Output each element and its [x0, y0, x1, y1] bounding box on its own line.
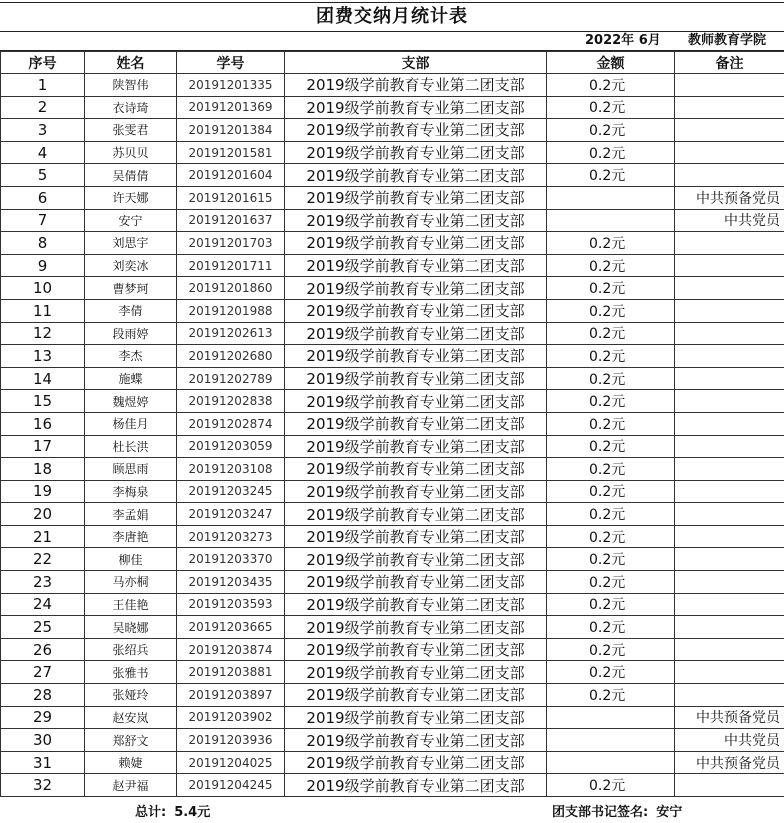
row-no: 22	[1, 548, 85, 571]
row-student-id: 20191203902	[177, 706, 285, 729]
row-branch: 2019级学前教育专业第二团支部	[285, 503, 547, 526]
row-student-id: 20191201384	[177, 119, 285, 142]
row-no: 6	[1, 186, 85, 209]
row-note	[675, 232, 784, 255]
header-amount: 金额	[547, 52, 675, 74]
row-name: 张雅书	[85, 661, 177, 684]
row-no: 15	[1, 390, 85, 413]
row-no: 27	[1, 661, 85, 684]
row-no: 4	[1, 141, 85, 164]
row-amount: 0.2元	[547, 661, 675, 684]
table-row	[1, 503, 784, 526]
row-no: 29	[1, 706, 85, 729]
row-name: 赵尹福	[85, 774, 177, 797]
row-note	[675, 661, 784, 684]
row-branch: 2019级学前教育专业第二团支部	[285, 322, 547, 345]
table-row	[1, 390, 784, 413]
row-branch: 2019级学前教育专业第二团支部	[285, 412, 547, 435]
table-row	[1, 661, 784, 684]
row-name: 安宁	[85, 209, 177, 232]
row-note	[675, 435, 784, 458]
row-branch: 2019级学前教育专业第二团支部	[285, 751, 547, 774]
row-note	[675, 96, 784, 119]
row-amount: 0.2元	[547, 141, 675, 164]
row-amount: 0.2元	[547, 593, 675, 616]
row-no: 20	[1, 503, 85, 526]
table-row	[1, 277, 784, 300]
row-branch: 2019级学前教育专业第二团支部	[285, 638, 547, 661]
row-student-id: 20191203874	[177, 638, 285, 661]
row-note	[675, 503, 784, 526]
row-branch: 2019级学前教育专业第二团支部	[285, 232, 547, 255]
row-branch: 2019级学前教育专业第二团支部	[285, 684, 547, 707]
row-name: 王佳艳	[85, 593, 177, 616]
row-student-id: 20191203247	[177, 503, 285, 526]
row-branch: 2019级学前教育专业第二团支部	[285, 119, 547, 142]
row-note: 中共党员	[675, 729, 784, 752]
row-name: 杜长洪	[85, 435, 177, 458]
row-branch: 2019级学前教育专业第二团支部	[285, 141, 547, 164]
row-name: 李梅泉	[85, 480, 177, 503]
row-branch: 2019级学前教育专业第二团支部	[285, 367, 547, 390]
row-student-id: 20191203936	[177, 729, 285, 752]
row-name: 顾思雨	[85, 458, 177, 481]
row-no: 18	[1, 458, 85, 481]
table-row	[1, 119, 784, 142]
row-amount: 0.2元	[547, 254, 675, 277]
row-student-id: 20191201637	[177, 209, 285, 232]
row-student-id: 20191201615	[177, 186, 285, 209]
row-student-id: 20191201335	[177, 74, 285, 97]
row-amount	[547, 706, 675, 729]
row-no: 23	[1, 571, 85, 594]
row-no: 30	[1, 729, 85, 752]
row-note	[675, 458, 784, 481]
row-student-id: 20191201988	[177, 299, 285, 322]
table-row	[1, 571, 784, 594]
row-student-id: 20191204245	[177, 774, 285, 797]
row-name: 赖婕	[85, 751, 177, 774]
row-name: 苏贝贝	[85, 141, 177, 164]
row-note	[675, 480, 784, 503]
table-row	[1, 164, 784, 187]
row-student-id: 20191202680	[177, 345, 285, 368]
row-student-id: 20191202838	[177, 390, 285, 413]
row-amount: 0.2元	[547, 684, 675, 707]
row-amount: 0.2元	[547, 277, 675, 300]
table-row	[1, 435, 784, 458]
row-note	[675, 277, 784, 300]
row-student-id: 20191201711	[177, 254, 285, 277]
table-row	[1, 299, 784, 322]
row-no: 28	[1, 684, 85, 707]
row-no: 10	[1, 277, 85, 300]
row-branch: 2019级学前教育专业第二团支部	[285, 96, 547, 119]
header-name: 姓名	[85, 52, 177, 74]
row-branch: 2019级学前教育专业第二团支部	[285, 277, 547, 300]
row-branch: 2019级学前教育专业第二团支部	[285, 729, 547, 752]
row-amount: 0.2元	[547, 74, 675, 97]
row-no: 17	[1, 435, 85, 458]
row-note	[675, 322, 784, 345]
row-student-id: 20191203435	[177, 571, 285, 594]
row-amount: 0.2元	[547, 299, 675, 322]
row-amount: 0.2元	[547, 232, 675, 255]
row-note	[675, 412, 784, 435]
header-note: 备注	[675, 52, 784, 74]
table-row	[1, 96, 784, 119]
table-row	[1, 141, 784, 164]
row-branch: 2019级学前教育专业第二团支部	[285, 209, 547, 232]
row-branch: 2019级学前教育专业第二团支部	[285, 571, 547, 594]
row-name: 杨佳月	[85, 412, 177, 435]
table-row	[1, 232, 784, 255]
row-note	[675, 141, 784, 164]
row-name: 郑舒文	[85, 729, 177, 752]
table-row	[1, 638, 784, 661]
table-row	[1, 186, 784, 209]
row-note	[675, 390, 784, 413]
row-no: 31	[1, 751, 85, 774]
row-amount	[547, 729, 675, 752]
row-amount: 0.2元	[547, 345, 675, 368]
row-name: 张绍兵	[85, 638, 177, 661]
row-amount: 0.2元	[547, 367, 675, 390]
row-no: 1	[1, 74, 85, 97]
row-branch: 2019级学前教育专业第二团支部	[285, 525, 547, 548]
row-note	[675, 571, 784, 594]
row-no: 9	[1, 254, 85, 277]
row-amount: 0.2元	[547, 412, 675, 435]
row-note	[675, 254, 784, 277]
row-branch: 2019级学前教育专业第二团支部	[285, 480, 547, 503]
row-branch: 2019级学前教育专业第二团支部	[285, 706, 547, 729]
row-student-id: 20191203273	[177, 525, 285, 548]
row-no: 14	[1, 367, 85, 390]
row-branch: 2019级学前教育专业第二团支部	[285, 616, 547, 639]
row-note: 中共预备党员	[675, 706, 784, 729]
row-name: 魏煜婷	[85, 390, 177, 413]
row-note	[675, 164, 784, 187]
total-value: 5.4元	[174, 805, 210, 820]
row-student-id: 20191201604	[177, 164, 285, 187]
row-amount: 0.2元	[547, 480, 675, 503]
row-no: 16	[1, 412, 85, 435]
sheet-title: 团费交纳月统计表	[0, 2, 784, 32]
row-no: 21	[1, 525, 85, 548]
row-no: 3	[1, 119, 85, 142]
college-name: 教师教育学院	[688, 32, 766, 50]
row-name: 马亦桐	[85, 571, 177, 594]
row-branch: 2019级学前教育专业第二团支部	[285, 661, 547, 684]
row-note	[675, 367, 784, 390]
sheet-subheader	[0, 32, 784, 51]
row-name: 许天娜	[85, 186, 177, 209]
row-no: 7	[1, 209, 85, 232]
row-amount: 0.2元	[547, 548, 675, 571]
row-amount: 0.2元	[547, 390, 675, 413]
table-row	[1, 254, 784, 277]
row-amount: 0.2元	[547, 458, 675, 481]
fee-table	[0, 51, 784, 797]
row-note: 中共预备党员	[675, 186, 784, 209]
header-student-id: 学号	[177, 52, 285, 74]
table-row	[1, 548, 784, 571]
row-student-id: 20191204025	[177, 751, 285, 774]
row-student-id: 20191201703	[177, 232, 285, 255]
row-no: 11	[1, 299, 85, 322]
row-name: 段雨婷	[85, 322, 177, 345]
row-student-id: 20191202613	[177, 322, 285, 345]
header-no: 序号	[1, 52, 85, 74]
row-amount: 0.2元	[547, 164, 675, 187]
row-name: 刘思宇	[85, 232, 177, 255]
row-no: 13	[1, 345, 85, 368]
table-row	[1, 322, 784, 345]
row-amount: 0.2元	[547, 96, 675, 119]
row-note	[675, 684, 784, 707]
sheet-footer	[0, 797, 784, 823]
row-student-id: 20191201369	[177, 96, 285, 119]
table-header-row	[1, 52, 784, 74]
row-no: 26	[1, 638, 85, 661]
table-row	[1, 367, 784, 390]
table-row	[1, 751, 784, 774]
row-note: 中共预备党员	[675, 751, 784, 774]
row-note	[675, 299, 784, 322]
row-name: 吴倩倩	[85, 164, 177, 187]
row-note: 中共党员	[675, 209, 784, 232]
row-no: 12	[1, 322, 85, 345]
row-name: 陕智伟	[85, 74, 177, 97]
row-name: 吴晓娜	[85, 616, 177, 639]
row-no: 24	[1, 593, 85, 616]
total-label: 总计:	[135, 805, 166, 820]
row-name: 赵安岚	[85, 706, 177, 729]
row-name: 李杰	[85, 345, 177, 368]
row-amount: 0.2元	[547, 638, 675, 661]
row-amount: 0.2元	[547, 503, 675, 526]
row-amount	[547, 209, 675, 232]
row-amount: 0.2元	[547, 119, 675, 142]
row-name: 施蝶	[85, 367, 177, 390]
row-note	[675, 548, 784, 571]
row-branch: 2019级学前教育专业第二团支部	[285, 390, 547, 413]
row-no: 8	[1, 232, 85, 255]
row-no: 32	[1, 774, 85, 797]
row-name: 衣诗琦	[85, 96, 177, 119]
row-amount: 0.2元	[547, 525, 675, 548]
row-name: 张雯君	[85, 119, 177, 142]
table-row	[1, 706, 784, 729]
row-amount: 0.2元	[547, 322, 675, 345]
total-cell	[0, 797, 546, 823]
row-amount: 0.2元	[547, 616, 675, 639]
header-branch: 支部	[285, 52, 547, 74]
row-branch: 2019级学前教育专业第二团支部	[285, 74, 547, 97]
row-student-id: 20191203897	[177, 684, 285, 707]
row-student-id: 20191203593	[177, 593, 285, 616]
table-row	[1, 684, 784, 707]
row-branch: 2019级学前教育专业第二团支部	[285, 774, 547, 797]
row-note	[675, 119, 784, 142]
row-amount	[547, 751, 675, 774]
row-branch: 2019级学前教育专业第二团支部	[285, 548, 547, 571]
row-name: 刘奕冰	[85, 254, 177, 277]
row-student-id: 20191202874	[177, 412, 285, 435]
row-branch: 2019级学前教育专业第二团支部	[285, 299, 547, 322]
row-name: 柳佳	[85, 548, 177, 571]
row-branch: 2019级学前教育专业第二团支部	[285, 458, 547, 481]
row-note	[675, 345, 784, 368]
table-row	[1, 345, 784, 368]
row-note	[675, 525, 784, 548]
row-amount: 0.2元	[547, 571, 675, 594]
signature-label: 团支部书记签名:	[552, 805, 648, 820]
row-branch: 2019级学前教育专业第二团支部	[285, 593, 547, 616]
row-name: 李孟娟	[85, 503, 177, 526]
table-row	[1, 774, 784, 797]
row-no: 25	[1, 616, 85, 639]
row-amount: 0.2元	[547, 435, 675, 458]
row-name: 张娅玲	[85, 684, 177, 707]
row-student-id: 20191201581	[177, 141, 285, 164]
row-student-id: 20191203370	[177, 548, 285, 571]
row-amount	[547, 186, 675, 209]
row-student-id: 20191203665	[177, 616, 285, 639]
table-row	[1, 458, 784, 481]
table-row	[1, 209, 784, 232]
row-branch: 2019级学前教育专业第二团支部	[285, 186, 547, 209]
row-student-id: 20191203881	[177, 661, 285, 684]
row-name: 曹梦珂	[85, 277, 177, 300]
row-student-id: 20191202789	[177, 367, 285, 390]
table-row	[1, 74, 784, 97]
row-no: 5	[1, 164, 85, 187]
row-name: 李倩	[85, 299, 177, 322]
row-student-id: 20191203059	[177, 435, 285, 458]
row-note	[675, 616, 784, 639]
report-date: 2022年 6月	[585, 32, 661, 50]
row-note	[675, 74, 784, 97]
row-note	[675, 774, 784, 797]
row-student-id: 20191203245	[177, 480, 285, 503]
signature-name: 安宁	[656, 805, 682, 820]
fee-statistics-sheet	[0, 2, 784, 811]
table-row	[1, 480, 784, 503]
row-name: 李唐艳	[85, 525, 177, 548]
row-note	[675, 593, 784, 616]
row-student-id: 20191203108	[177, 458, 285, 481]
row-student-id: 20191201860	[177, 277, 285, 300]
table-row	[1, 525, 784, 548]
table-row	[1, 729, 784, 752]
row-no: 19	[1, 480, 85, 503]
table-row	[1, 593, 784, 616]
row-branch: 2019级学前教育专业第二团支部	[285, 435, 547, 458]
table-body	[1, 74, 784, 797]
row-branch: 2019级学前教育专业第二团支部	[285, 164, 547, 187]
row-note	[675, 638, 784, 661]
table-row	[1, 616, 784, 639]
signature-cell	[546, 797, 784, 823]
table-row	[1, 412, 784, 435]
row-branch: 2019级学前教育专业第二团支部	[285, 345, 547, 368]
row-branch: 2019级学前教育专业第二团支部	[285, 254, 547, 277]
row-no: 2	[1, 96, 85, 119]
row-amount: 0.2元	[547, 774, 675, 797]
